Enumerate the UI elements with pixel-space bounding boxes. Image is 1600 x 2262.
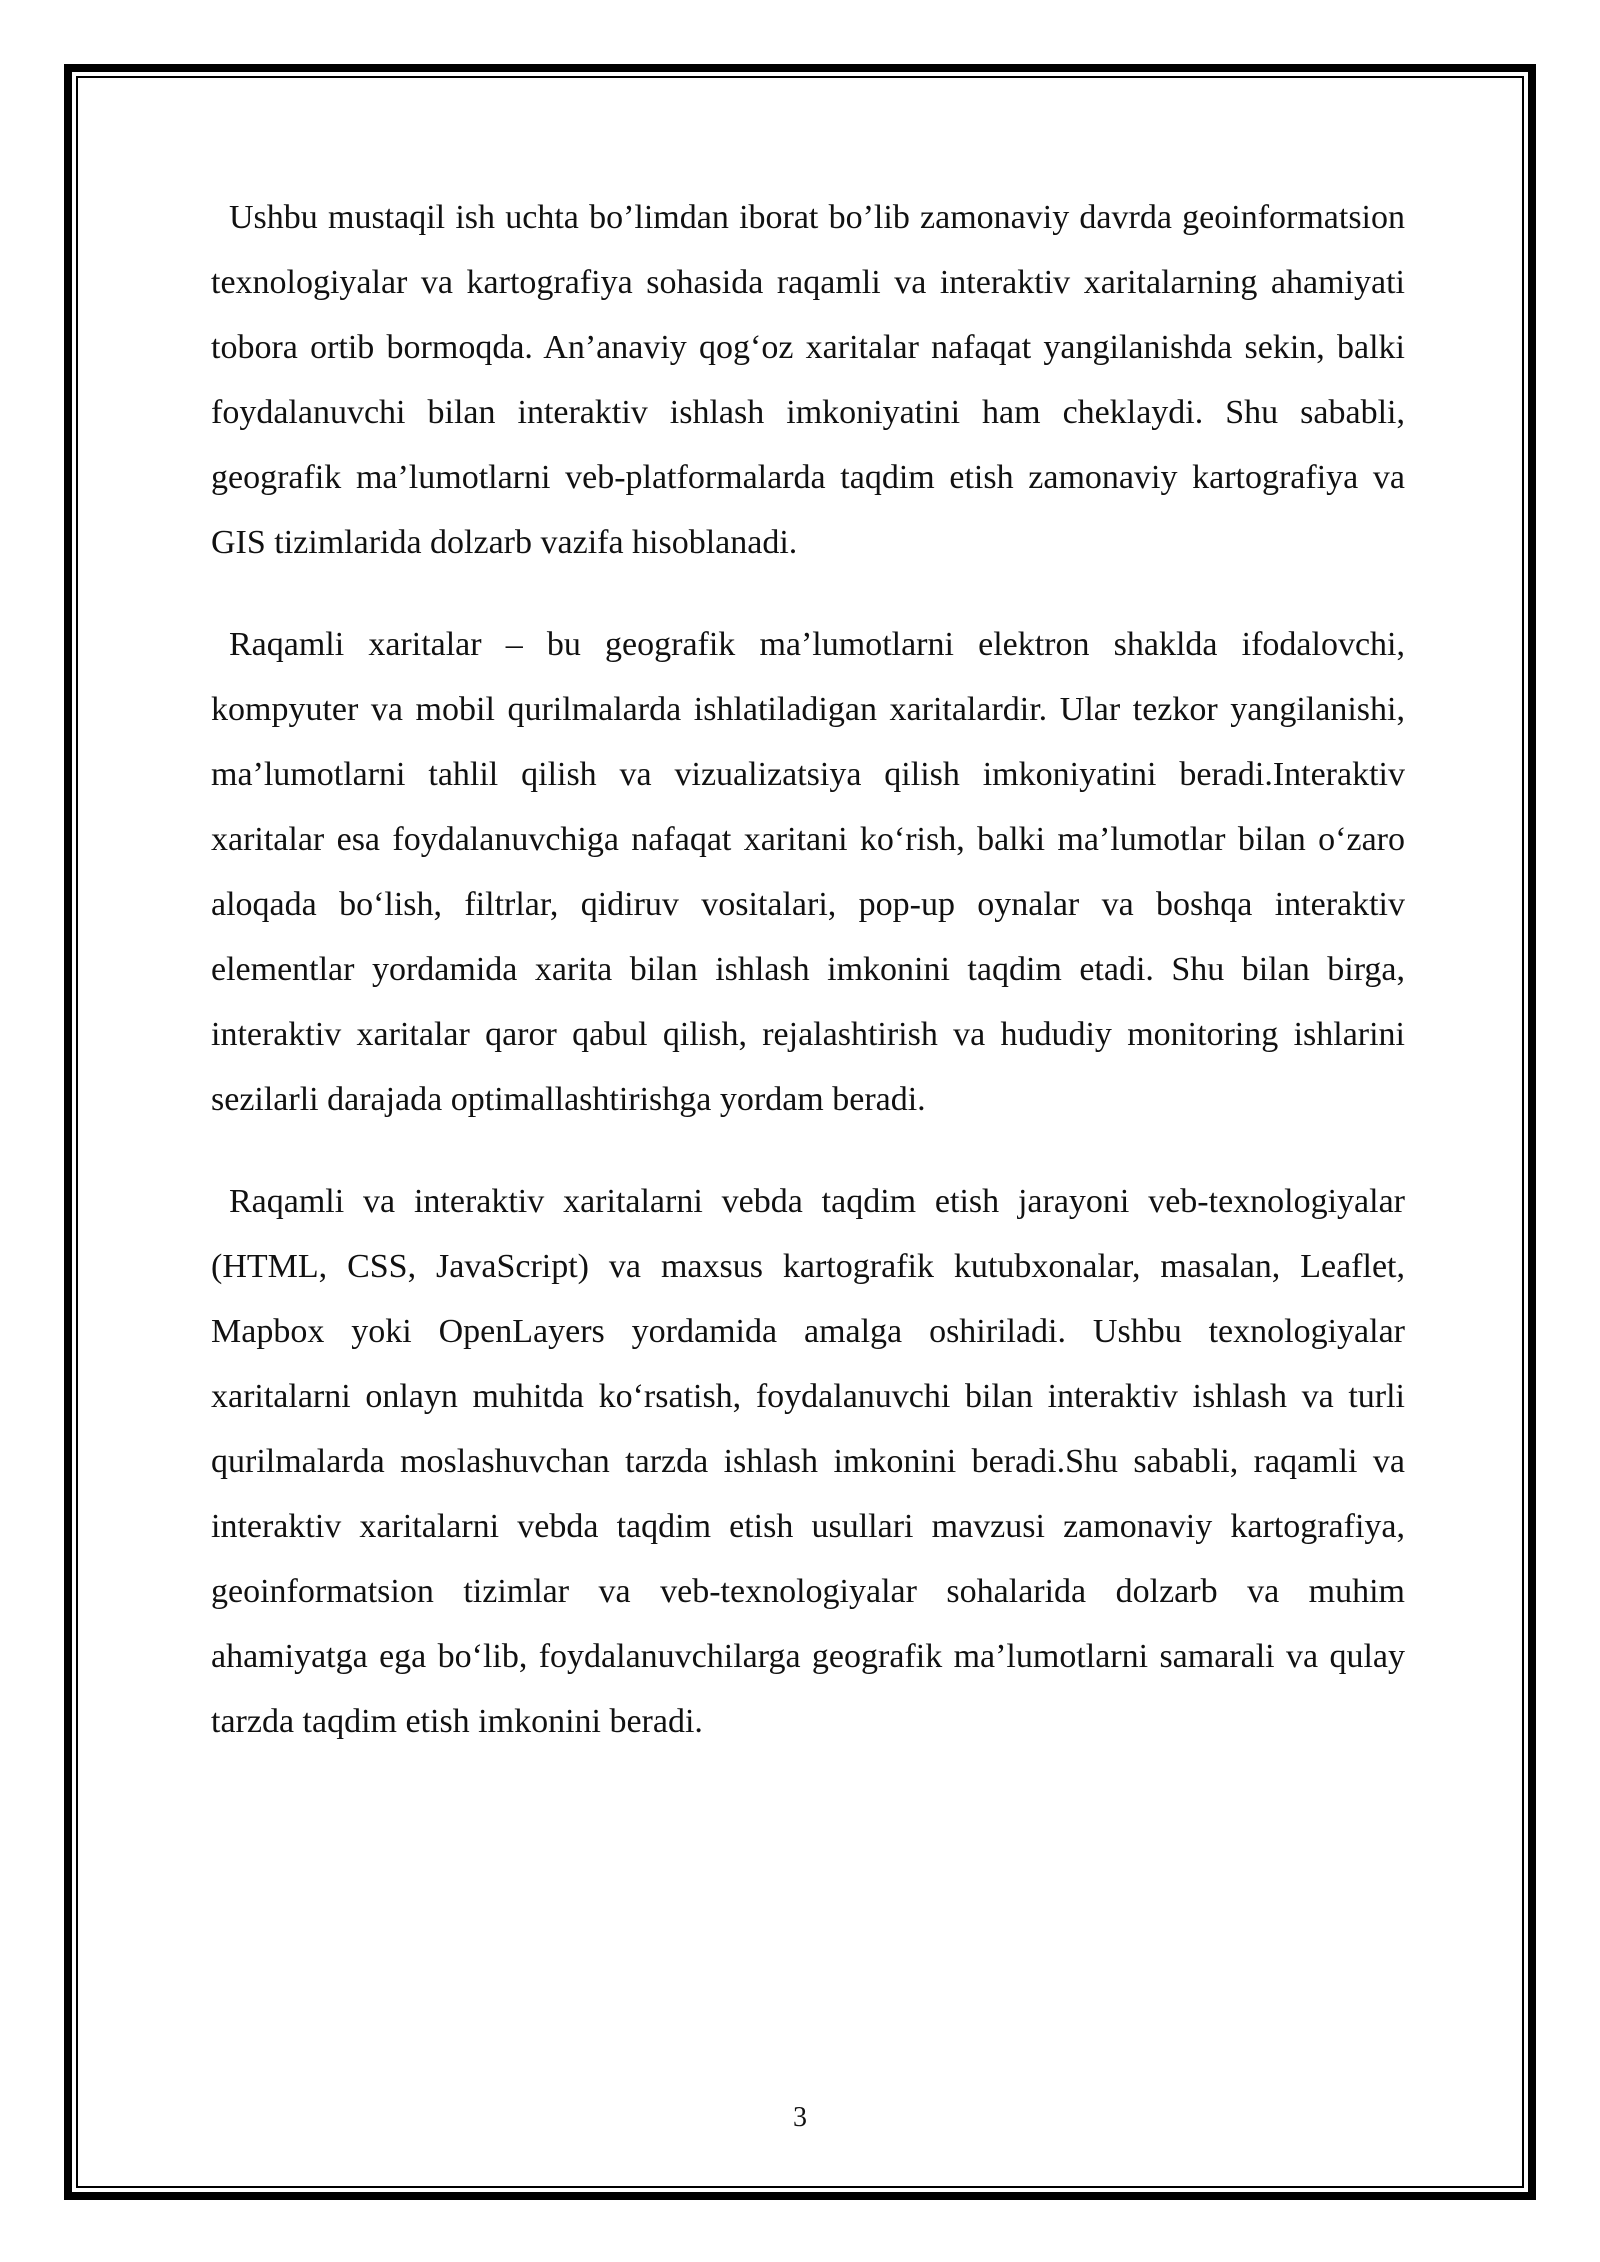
page-number: 3 bbox=[793, 2102, 807, 2133]
paragraph-1: Ushbu mustaqil ish uchta bo’limdan iborat bo’lib zamonaviy davrda geoinformatsion texnologiyalar va kartografiya sohasida raqamli va interaktiv xaritalarning ahamiyati tobora ortib bormoqda. An’anaviy qog‘oz xaritalar nafaqat yangilanishda sekin, balki foydalanuvchi bilan interaktiv ishlash imkoniyatini ham cheklaydi. Shu sababli, geografik ma’lumotlarni veb-platformalarda taqdim etish zamonaviy kartografiya va GIS tizimlarida dolzarb vazifa hisoblanadi. bbox=[211, 199, 1405, 561]
paragraph-2: Raqamli xaritalar – bu geografik ma’lumotlarni elektron shaklda ifodalovchi, kompyuter va mobil qurilmalarda ishlatiladigan xaritalardir. Ular tezkor yangilanishi, ma’lumotlarni tahlil qilish va vizualizatsiya qilish imkoniyatini beradi.Interaktiv xaritalar esa foydalanuvchiga nafaqat xaritani ko‘rish, balki ma’lumotlar bilan o‘zaro aloqada bo‘lish, filtrlar, qidiruv vositalari, pop-up oynalar va boshqa interaktiv elementlar yordamida xarita bilan ishlash imkonini taqdim etadi. Shu bilan birga, interaktiv xaritalar qaror qabul qilish, rejalashtirish va hududiy monitoring ishlarini sezilarli darajada optimallashtirishga yordam beradi. bbox=[211, 626, 1405, 1118]
document-body bbox=[211, 185, 1405, 1791]
paragraph-3: Raqamli va interaktiv xaritalarni vebda taqdim etish jarayoni veb-texnologiyalar (HTML, CSS, JavaScript) va maxsus kartografik kutubxonalar, masalan, Leaflet, Mapbox yoki OpenLayers yordamida amalga oshiriladi. Ushbu texnologiyalar xaritalarni onlayn muhitda ko‘rsatish, foydalanuvchi bilan interaktiv ishlash va turli qurilmalarda moslashuvchan tarzda ishlash imkonini beradi.Shu sababli, raqamli va interaktiv xaritalarni vebda taqdim etish usullari mavzusi zamonaviy kartografiya, geoinformatsion tizimlar va veb-texnologiyalar sohalarida dolzarb va muhim ahamiyatga ega bo‘lib, foydalanuvchilarga geografik ma’lumotlarni samarali va qulay tarzda taqdim etish imkonini beradi. bbox=[211, 1183, 1405, 1740]
